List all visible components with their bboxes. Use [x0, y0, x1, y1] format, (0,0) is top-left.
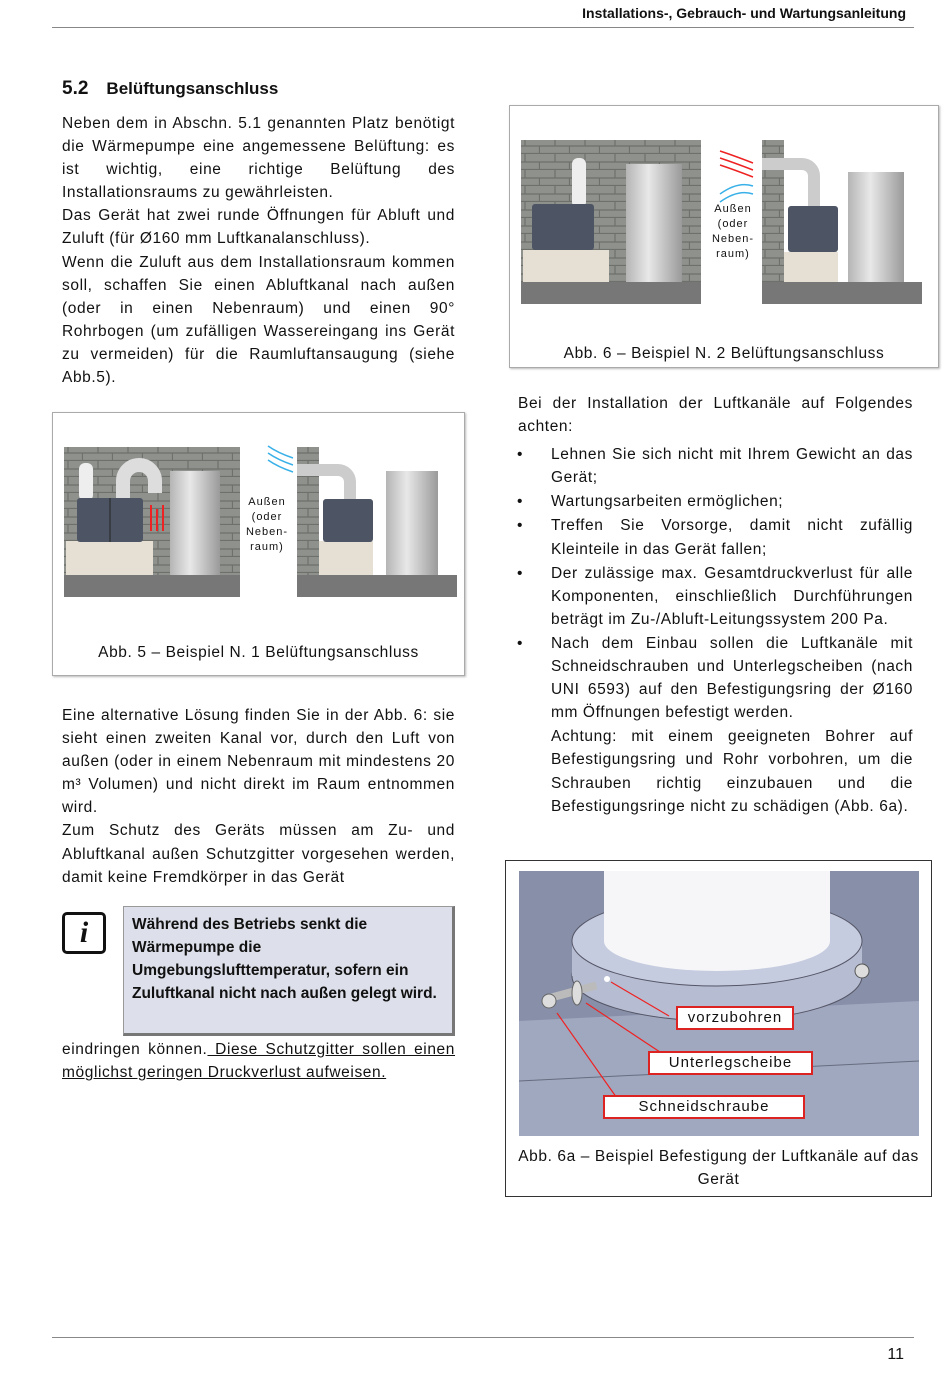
section-title: Belüftungsanschluss — [106, 79, 279, 98]
callout-screw: Schneidschraube — [603, 1095, 805, 1119]
paragraph: Neben dem in Abschn. 5.1 genannten Platz benötigt die Wärmepumpe eine angemessene Belüftung: es ist wichtig, eine richtige Belüftung des Installationsraums zu gewährleisten. — [62, 115, 455, 202]
intro: Bei der Installation der Luftkanäle auf Folgendes achten: — [518, 395, 913, 436]
page-number: 11 — [887, 1346, 904, 1363]
paragraph: Eine alternative Lösung finden Sie in der Abb. 6: sie sieht einen zweiten Kanal vor, durch den Luft von außen (oder in einem Nebenraum mit mindestens 20 m³ Volumen) und nicht direkt im Raum entnommen wird. — [62, 707, 455, 817]
paragraph: Wenn die Zuluft aus dem Installationsraum kommen soll, schaffen Sie einen Abluftkanal nach außen (oder in einen Nebenraum) und einen 90° Rohrbogen (um zufälligen Wassereingang ins Gerät zu vermeiden) für die Raumluftansaugung (siehe Abb.5). — [62, 253, 455, 387]
figure-caption: Abb. 6a – Beispiel Befestigung der Luftkanäle auf das Gerät — [518, 1148, 919, 1188]
outside-label: Außen (oder Neben-raum) — [711, 203, 755, 260]
list-item: • Lehnen Sie sich nicht mit Ihrem Gewicht an das Gerät; — [518, 443, 913, 489]
intro-text — [62, 112, 455, 389]
paragraph: Zum Schutz des Geräts müssen am Zu- und Abluftkanal außen Schutzgitter vorgesehen werden, damit keine Fremdkörper in das Gerät — [62, 822, 455, 886]
figure-caption: Abb. 6 – Beispiel N. 2 Belüftungsanschluss — [563, 345, 885, 362]
figure-5 — [52, 412, 465, 676]
warning-note: Achtung: mit einem geeigneten Bohrer auf Befestigungsring und Rohr vorbohren, um die Schrauben richtig einzubauen und die Befestigungsringe nicht zu schädigen (Abb. 6a). — [551, 728, 913, 815]
section-number: 5.2 — [62, 78, 89, 99]
text: eindringen können. — [62, 1041, 208, 1058]
underlined-text: Diese Schutzgitter sollen einen möglichst geringen Druckverlust aufweisen. — [62, 1041, 456, 1082]
callout-washer: Unterlegscheibe — [648, 1051, 813, 1075]
figure-6 — [509, 105, 939, 368]
list-item: • Treffen Sie Vorsorge, damit nicht zufällig Kleinteile in das Gerät fallen; — [518, 514, 913, 560]
info-icon: i — [62, 912, 106, 954]
list-item: • Wartungsarbeiten ermöglichen; — [518, 490, 913, 513]
outside-label: Außen (oder Neben-raum) — [245, 496, 289, 553]
alternative-text — [62, 704, 455, 889]
page-header: Installations-, Gebrauch- und Wartungsanleitung — [52, 0, 914, 28]
list-item: • Der zulässige max. Gesamtdruckverlust für alle Komponenten, einschließlich Durchführungen beträgt im Zu-/Abluft-Leitungssystem 200 Pa. — [518, 562, 913, 631]
installation-notes — [518, 392, 913, 818]
footer-rule — [52, 1337, 914, 1338]
paragraph — [62, 1038, 455, 1084]
paragraph: Das Gerät hat zwei runde Öffnungen für Abluft und Zuluft (für Ø160 mm Luftkanalanschluss). — [62, 207, 455, 248]
callout-pre-drill: vorzubohren — [676, 1006, 794, 1030]
figure-6a — [505, 860, 932, 1197]
info-note: Während des Betriebs senkt die Wärmepumpe die Umgebungslufttemperatur, sofern ein Zuluftkanal nicht nach außen gelegt wird. — [123, 906, 455, 1036]
list-item: • Nach dem Einbau sollen die Luftkanäle mit Schneidschrauben und Unterlegscheiben (nach UNI 6593) auf den Befestigungsring der Ø160 mm Öffnungen befestigt werden. — [518, 632, 913, 724]
figure-caption: Abb. 5 – Beispiel N. 1 Belüftungsanschluss — [98, 644, 419, 661]
section-heading — [62, 78, 278, 100]
bullet-list — [518, 443, 913, 724]
